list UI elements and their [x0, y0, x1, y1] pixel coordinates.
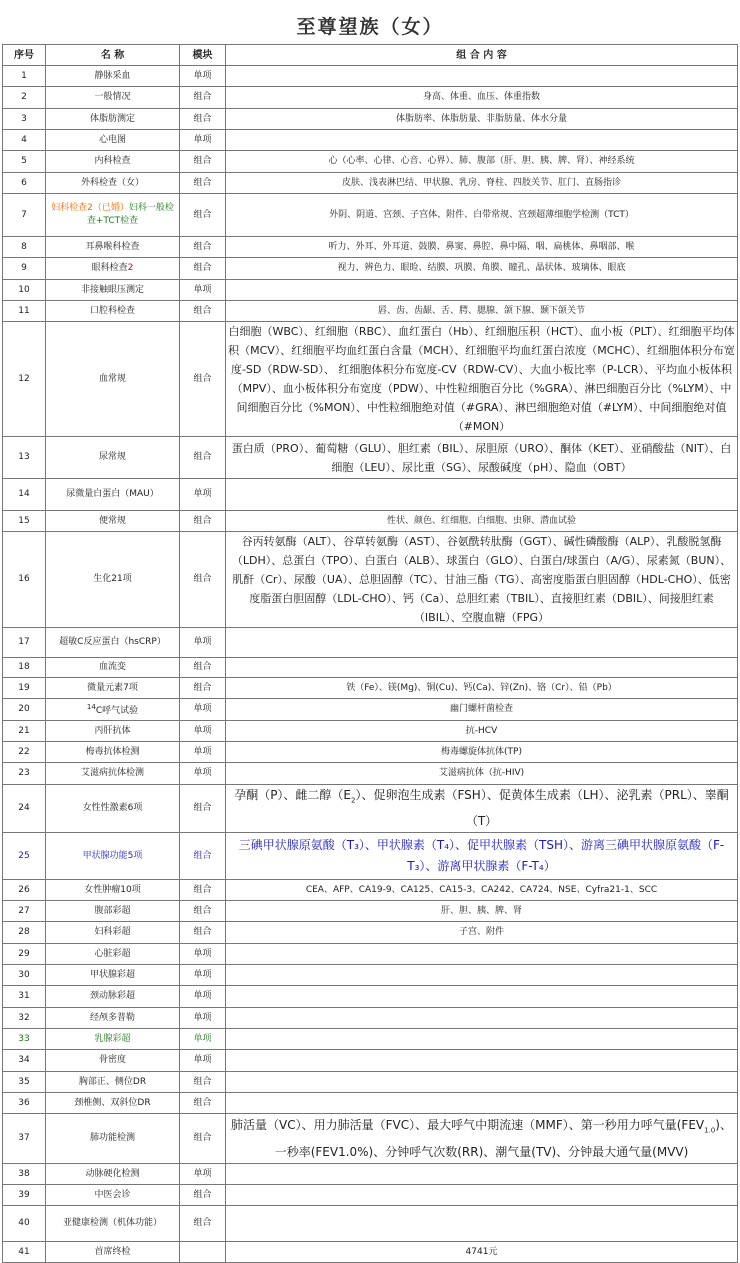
row-module: 单项 — [180, 965, 226, 986]
row-module: 单项 — [180, 628, 226, 658]
row-name: 颈动脉彩超 — [46, 986, 180, 1008]
row-name: 尿微量白蛋白（MAU） — [46, 479, 180, 511]
package-table — [2, 44, 738, 1263]
row-module: 组合 — [180, 658, 226, 678]
row-module: 单项 — [180, 1008, 226, 1029]
table-row — [3, 833, 738, 880]
table-row — [3, 437, 738, 479]
row-content — [226, 965, 738, 986]
row-content — [226, 1164, 738, 1185]
row-content — [226, 1114, 738, 1164]
header-module: 模块 — [180, 45, 226, 66]
table-row — [3, 1185, 738, 1206]
row-name: 乳腺彩超 — [46, 1029, 180, 1050]
row-no: 8 — [3, 237, 46, 258]
row-content — [226, 1072, 738, 1093]
row-module: 组合 — [180, 322, 226, 437]
row-name — [46, 194, 180, 237]
row-name: 女性性激素6项 — [46, 785, 180, 833]
row-content — [226, 658, 738, 678]
row-module: 组合 — [180, 437, 226, 479]
row-no: 32 — [3, 1008, 46, 1029]
table-row — [3, 532, 738, 628]
row-name: 耳鼻喉科检查 — [46, 237, 180, 258]
table-row — [3, 66, 738, 87]
row-no: 25 — [3, 833, 46, 880]
row-module: 组合 — [180, 532, 226, 628]
row-no: 24 — [3, 785, 46, 833]
row-name: 肺功能检测 — [46, 1114, 180, 1164]
row-module: 组合 — [180, 151, 226, 173]
row-module: 单项 — [180, 479, 226, 511]
table-row — [3, 965, 738, 986]
row-no: 41 — [3, 1242, 46, 1263]
table-row — [3, 87, 738, 109]
row-content: 三碘甲状腺原氨酸（T₃）、甲状腺素（T₄）、促甲状腺素（TSH）、游离三碘甲状腺原氨酸（F-T₃）、游离甲状腺素（F-T₄） — [226, 833, 738, 880]
row-content: 视力、辨色力、眼睑、结膜、巩膜、角膜、瞳孔、晶状体、玻璃体、眼底 — [226, 258, 738, 280]
table-row — [3, 986, 738, 1008]
row-module: 单项 — [180, 986, 226, 1008]
row-no: 23 — [3, 763, 46, 785]
header-content: 组 合 内 容 — [226, 45, 738, 66]
row-content — [226, 1050, 738, 1072]
table-row — [3, 699, 738, 721]
row-module: 组合 — [180, 1072, 226, 1093]
row-name-text: C呼气试验 — [95, 706, 139, 716]
row-content: 听力、外耳、外耳道、鼓膜、鼻窦、鼻腔、鼻中隔、咽、扁桃体、鼻咽部、喉 — [226, 237, 738, 258]
row-content: 蛋白质（PRO）、葡萄糖（GLU）、胆红素（BIL）、尿胆原（URO）、酮体（KET）、亚硝酸盐（NIT）、白细胞（LEU）、尿比重（SG）、尿酸碱度（pH）、隐血（OBT） — [226, 437, 738, 479]
table-row — [3, 1072, 738, 1093]
row-name: 中医会诊 — [46, 1185, 180, 1206]
row-content-sub: 1.0 — [704, 1126, 716, 1135]
row-module: 组合 — [180, 194, 226, 237]
row-no: 31 — [3, 986, 46, 1008]
table-row — [3, 109, 738, 130]
row-no: 26 — [3, 880, 46, 901]
table-row — [3, 944, 738, 965]
row-name: 血流变 — [46, 658, 180, 678]
table-row — [3, 151, 738, 173]
row-no: 39 — [3, 1185, 46, 1206]
row-no: 30 — [3, 965, 46, 986]
table-row — [3, 678, 738, 699]
table-row — [3, 194, 738, 237]
row-module: 组合 — [180, 109, 226, 130]
row-name: 梅毒抗体检测 — [46, 742, 180, 763]
page-title: 至尊望族（女） — [296, 16, 444, 38]
row-content: 身高、体重、血压、体重指数 — [226, 87, 738, 109]
row-no: 28 — [3, 922, 46, 944]
row-name: 内科检查 — [46, 151, 180, 173]
row-content — [226, 785, 738, 833]
row-content — [226, 1185, 738, 1206]
row-module: 单项 — [180, 1029, 226, 1050]
table-row — [3, 785, 738, 833]
table-row — [3, 237, 738, 258]
row-content: 唇、齿、齿龈、舌、腭、腮腺、颌下腺、颞下颌关节 — [226, 301, 738, 322]
row-content — [226, 66, 738, 87]
table-row — [3, 1093, 738, 1114]
row-module: 组合 — [180, 1114, 226, 1164]
row-content-a: 孕酮（P）、雌二醇（E — [234, 788, 352, 802]
row-name: 丙肝抗体 — [46, 721, 180, 742]
row-no: 35 — [3, 1072, 46, 1093]
row-module: 单项 — [180, 280, 226, 301]
table-row — [3, 1206, 738, 1242]
row-name: 亚健康检测（机体功能） — [46, 1206, 180, 1242]
row-name: 甲状腺彩超 — [46, 965, 180, 986]
row-no: 19 — [3, 678, 46, 699]
row-name — [46, 258, 180, 280]
row-name: 妇科彩超 — [46, 922, 180, 944]
table-row — [3, 1050, 738, 1072]
row-content — [226, 130, 738, 151]
row-content-b: ）、促卵泡生成素（FSH）、促黄体生成素（LH）、泌乳素（PRL）、睾酮（T） — [355, 788, 729, 829]
row-name: 女性肿瘤10项 — [46, 880, 180, 901]
row-module: 组合 — [180, 258, 226, 280]
table-row — [3, 1242, 738, 1263]
row-no: 34 — [3, 1050, 46, 1072]
row-name: 首席终检 — [46, 1242, 180, 1263]
table-row — [3, 880, 738, 901]
table-row — [3, 301, 738, 322]
row-no: 12 — [3, 322, 46, 437]
row-name: 颈椎侧、双斜位DR — [46, 1093, 180, 1114]
row-module: 单项 — [180, 944, 226, 965]
row-no: 3 — [3, 109, 46, 130]
table-row — [3, 901, 738, 922]
row-module: 单项 — [180, 66, 226, 87]
row-module: 组合 — [180, 833, 226, 880]
row-content: 肝、胆、胰、脾、肾 — [226, 901, 738, 922]
row-module — [180, 1242, 226, 1263]
row-name: 甲状腺功能5项 — [46, 833, 180, 880]
row-module: 组合 — [180, 901, 226, 922]
row-name: 经颅多普勒 — [46, 1008, 180, 1029]
row-no: 36 — [3, 1093, 46, 1114]
header-no: 序号 — [3, 45, 46, 66]
row-module: 组合 — [180, 678, 226, 699]
row-module: 组合 — [180, 1206, 226, 1242]
row-content — [226, 1008, 738, 1029]
row-no: 17 — [3, 628, 46, 658]
row-no: 15 — [3, 511, 46, 532]
table-header-row — [3, 45, 738, 66]
row-content: 白细胞（WBC）、红细胞（RBC）、血红蛋白（Hb）、红细胞压积（HCT）、血小板（PLT）、红细胞平均体积（MCV）、红细胞平均血红蛋白含量（MCH）、红细胞平均血红蛋白浓度（MCHC）、红细胞体积分布宽度-SD（RDW-SD）、 红细胞体积分布宽度-CV（RDW-CV）、大血小板比率（P-LCR）、平均血小板体积（MPV）、血小板体积分布宽度（PDW）、中性粒细胞百分比（%GRA）、淋巴细胞百分比（%LYM）、中间细胞百分比（%MON）、中性粒细胞绝对值（#GRA）、淋巴细胞绝对值（#LYM）、中间细胞绝对值（#MON） — [226, 322, 738, 437]
row-name — [46, 699, 180, 721]
row-content-sub: 2 — [351, 796, 356, 805]
row-content — [226, 1093, 738, 1114]
row-content-b: )、一秒率(FEV1.0%)、分钟呼气次数(RR)、潮气量(TV)、分钟最大通气量(MVV) — [274, 1118, 732, 1159]
row-name: 生化21项 — [46, 532, 180, 628]
row-content — [226, 1029, 738, 1050]
row-name-part2: 妇科一般检查+TCT检查 — [86, 203, 174, 226]
row-no: 29 — [3, 944, 46, 965]
row-name: 腹部彩超 — [46, 901, 180, 922]
row-no: 38 — [3, 1164, 46, 1185]
row-module: 组合 — [180, 87, 226, 109]
row-module: 组合 — [180, 301, 226, 322]
row-name: 艾滋病抗体检测 — [46, 763, 180, 785]
row-content — [226, 479, 738, 511]
table-row — [3, 763, 738, 785]
table-row — [3, 628, 738, 658]
row-module: 组合 — [180, 922, 226, 944]
row-module: 单项 — [180, 1050, 226, 1072]
row-no: 2 — [3, 87, 46, 109]
row-content — [226, 1206, 738, 1242]
row-name: 非接触眼压测定 — [46, 280, 180, 301]
row-no: 18 — [3, 658, 46, 678]
row-name: 超敏C反应蛋白（hsCRP） — [46, 628, 180, 658]
row-name: 心电图 — [46, 130, 180, 151]
row-content: 抗-HCV — [226, 721, 738, 742]
row-name: 骨密度 — [46, 1050, 180, 1072]
row-no: 11 — [3, 301, 46, 322]
row-name: 静脉采血 — [46, 66, 180, 87]
row-name: 口腔科检查 — [46, 301, 180, 322]
row-module: 组合 — [180, 173, 226, 194]
row-no: 4 — [3, 130, 46, 151]
row-name-part2: 2 — [127, 263, 134, 273]
row-content: 性状、颜色、红细胞、白细胞、虫卵、潜血试验 — [226, 511, 738, 532]
row-content-a: 肺活量（VC）、用力肺活量（FVC）、最大呼气中期流速（MMF）、第一秒用力呼气量(FEV — [231, 1118, 705, 1133]
row-no: 16 — [3, 532, 46, 628]
row-content: CEA、AFP、CA19-9、CA125、CA15-3、CA242、CA724、NSE、Cyfra21-1、SCC — [226, 880, 738, 901]
row-module: 单项 — [180, 721, 226, 742]
row-content: 谷丙转氨酶（ALT）、谷草转氨酶（AST）、谷氨酰转肽酶（GGT）、碱性磷酸酶（ALP）、乳酸脱氢酶（LDH）、总蛋白（TPO）、白蛋白（ALB）、球蛋白（GLO）、白蛋白/球蛋白（A/G）、尿素氮（BUN）、肌酐（Cr）、尿酸（UA）、总胆固醇（TC）、甘油三酯（TG）、高密度脂蛋白胆固醇（HDL-CHO）、低密度脂蛋白胆固醇（LDL-CHO）、钙（Ca）、总胆红素（TBIL）、直接胆红素（DBIL）、间接胆红素（IBIL）、空腹血糖（FPG） — [226, 532, 738, 628]
table-row — [3, 742, 738, 763]
row-module: 组合 — [180, 880, 226, 901]
row-content: 艾滋病抗体（抗-HIV) — [226, 763, 738, 785]
table-row — [3, 1164, 738, 1185]
row-module: 组合 — [180, 511, 226, 532]
table-row — [3, 258, 738, 280]
row-no: 6 — [3, 173, 46, 194]
row-name-part1: 妇科检查2（已婚） — [51, 203, 129, 213]
header-name: 名 称 — [46, 45, 180, 66]
row-name-part1: 眼科检查 — [91, 263, 128, 273]
table-row — [3, 721, 738, 742]
row-content — [226, 986, 738, 1008]
row-content: 外阴、阴道、宫颈、子宫体、附件、白带常规、宫颈超薄细胞学检测（TCT） — [226, 194, 738, 237]
row-module: 组合 — [180, 237, 226, 258]
table-row — [3, 1114, 738, 1164]
row-content: 4741元 — [226, 1242, 738, 1263]
row-no: 9 — [3, 258, 46, 280]
row-no: 1 — [3, 66, 46, 87]
row-content: 心（心率、心律、心音、心界）、肺、腹部（肝、胆、胰、脾、肾）、神经系统 — [226, 151, 738, 173]
row-no: 21 — [3, 721, 46, 742]
row-name: 微量元素7项 — [46, 678, 180, 699]
table-row — [3, 1029, 738, 1050]
row-module: 组合 — [180, 1093, 226, 1114]
row-name: 心脏彩超 — [46, 944, 180, 965]
row-name-sup: 14 — [86, 703, 96, 711]
table-row — [3, 1008, 738, 1029]
row-content: 铁（Fe）、镁(Mg)、铜(Cu)、钙(Ca)、锌(Zn)、铬（Cr）、铅（Pb） — [226, 678, 738, 699]
row-no: 33 — [3, 1029, 46, 1050]
table-row — [3, 280, 738, 301]
row-no: 7 — [3, 194, 46, 237]
row-name: 外科检查（女） — [46, 173, 180, 194]
row-content: 梅毒螺旋体抗体(TP) — [226, 742, 738, 763]
row-name: 便常规 — [46, 511, 180, 532]
table-row — [3, 173, 738, 194]
row-no: 40 — [3, 1206, 46, 1242]
table-row — [3, 130, 738, 151]
table-row — [3, 922, 738, 944]
row-content — [226, 628, 738, 658]
row-no: 20 — [3, 699, 46, 721]
row-module: 单项 — [180, 742, 226, 763]
row-no: 37 — [3, 1114, 46, 1164]
row-name: 一般情况 — [46, 87, 180, 109]
row-name: 动脉硬化检测 — [46, 1164, 180, 1185]
row-name: 尿常规 — [46, 437, 180, 479]
row-no: 13 — [3, 437, 46, 479]
table-row — [3, 322, 738, 437]
row-module: 单项 — [180, 130, 226, 151]
row-module: 组合 — [180, 1185, 226, 1206]
table-row — [3, 658, 738, 678]
row-no: 14 — [3, 479, 46, 511]
row-no: 27 — [3, 901, 46, 922]
row-no: 5 — [3, 151, 46, 173]
row-content: 幽门螺杆菌检查 — [226, 699, 738, 721]
row-name: 体脂肪测定 — [46, 109, 180, 130]
row-content — [226, 280, 738, 301]
row-content: 体脂肪率、体脂肪量、非脂肪量、体水分量 — [226, 109, 738, 130]
row-no: 22 — [3, 742, 46, 763]
row-name: 胸部正、侧位DR — [46, 1072, 180, 1093]
row-module: 单项 — [180, 1164, 226, 1185]
table-row — [3, 511, 738, 532]
row-module: 单项 — [180, 763, 226, 785]
row-no: 10 — [3, 280, 46, 301]
row-content — [226, 944, 738, 965]
row-module: 单项 — [180, 699, 226, 721]
row-module: 组合 — [180, 785, 226, 833]
row-content: 皮肤、浅表淋巴结、甲状腺、乳房、脊柱、四肢关节、肛门、直肠指诊 — [226, 173, 738, 194]
table-row — [3, 479, 738, 511]
row-content: 子宫、附件 — [226, 922, 738, 944]
row-name: 血常规 — [46, 322, 180, 437]
